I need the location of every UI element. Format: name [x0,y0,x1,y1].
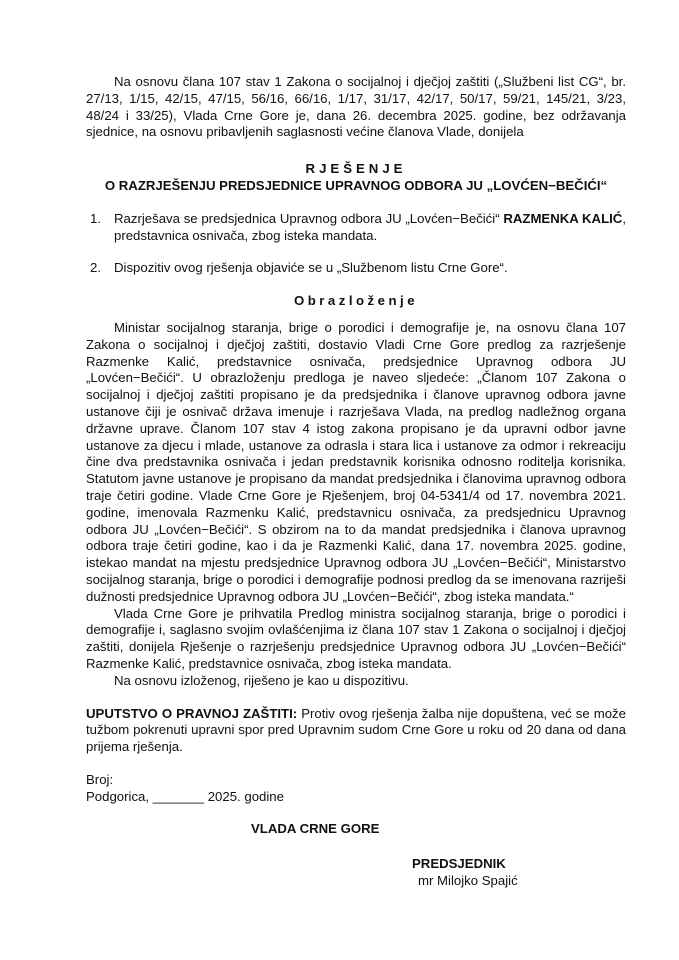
item-text-before: Razrješava se predsjednica Upravnog odbora JU „Lovćen−Bečići“ [114,210,504,226]
signatory-name: mr Milojko Spajić [418,873,518,889]
legal-remedy-label: UPUTSTVO O PRAVNOJ ZAŠTITI: [86,705,298,721]
item-name-bold: RAZMENKA KALIĆ [503,210,623,226]
document-subtitle: O RAZRJEŠENJU PREDSJEDNICE UPRAVNOG ODBORA JU „LOVĆEN−BEČIĆI“ [104,177,608,193]
explanation-paragraph: Ministar socijalnog staranja, brige o porodici i demografije je, na osnovu člana 107 Zakona o socijalnoj i dječjoj zaštiti, dostavio Vladi Crne Gore predlog za razrješenje Razmenke Kalić, predstavnice osnivača, predsjednice Upravnog odbora JU „Lovćen−Bečići“. U obrazloženju predloga je naveo sljedeće: „Članom 107 Zakona o socijalnoj i dječjoj zaštiti propisano je da predsjednika i članove upravnog odbora javne ustanove čiji je osnivač država imenuje i razrješava Vlada, na predlog nadležnog organa državne uprave. Članom 107 stav 4 istog zakona propisano je da upravni odbor javne ustanove za djecu i mlade, ustanove za odrasla i stara lica i ustanove za odmor i rekreaciju čine dva predstavnika osnivača i jedan predstavnik korisnika odnosno roditelja korisnika. Statutom javne ustanove je propisano da mandat predsjednika i članovima upravnog odbora traje četiri godine. Vlade Crne Gore je Rješenjem, broj 04-5341/4 od 17. novembra 2021. godine, imenovala Razmenku Kalić, predstavnicu osnivača, za predsjednicu Upravnog odbora JU „Lovćen−Bečići“. S obzirom na to da mandat predsjednika i članova upravnog odbora traje četiri godine, kao i da je Razmenki Kalić, dana 17. novembra 2025. godine, istekao mandat na mjestu predsjednice Upravnog odbora JU „Lovćen−Bečići“, Ministarstvo socijalnog staranja, brige o porodici i demografije podnosi predlog da se imenovana razriješi dužnosti predsjednice Upravnog odbora JU „Lovćen−Bečići“, zbog isteka mandata.“ [86,319,626,604]
broj-label: Broj: [86,771,114,787]
item-number: 1. [90,210,101,226]
reference-block [86,772,626,806]
explanation-paragraph: Na osnovu izloženog, riješeno je kao u dispozitivu. [114,672,409,688]
document-page [86,74,626,890]
item-text: Dispozitiv ovog rješenja objaviće se u „Službenom listu Crne Gore“. [114,260,508,276]
item-number: 2. [90,260,101,276]
signatory-title: PREDSJEDNIK [412,856,506,872]
item-text-after: , predstavnica osnivača, zbog isteka mandata. [114,210,627,243]
item-text [114,211,626,245]
list-item [86,260,626,277]
dispositive-list [86,211,626,277]
legal-remedy-paragraph [86,706,626,756]
issuer: VLADA CRNE GORE [251,821,380,837]
explanation-paragraph: Vlada Crne Gore je prihvatila Predlog ministra socijalnog staranja, brige o porodici i demografije i, saglasno svojim ovlašćenjima iz člana 107 stav 1 Zakona o socijalnoj i dječjoj zaštiti, donijela Rješenje o razrješenju predsjednice Upravnog odbora JU „Lovćen−Bečići“ Razmenke Kalić, predstavnice osnivača, zbog isteka mandata. [86,605,626,671]
place-date: Podgorica, _______ 2025. godine [86,788,284,804]
document-title: RJEŠENJE [305,161,407,177]
explanation-heading: Obrazloženje [293,293,419,309]
intro-paragraph: Na osnovu člana 107 stav 1 Zakona o socijalnoj i dječjoj zaštiti („Službeni list CG“, br. 27/13, 1/15, 42/15, 47/15, 56/16, 66/16, 1/17, 31/17, 42/17, 50/17, 59/21, 145/21, 3/23, 48/24 i 33/25), Vlada Crne Gore je, dana 26. decembra 2025. godine, bez održavanja sjednice, na osnovu pribavljenih saglasnosti većine članova Vlade, donijela [86,74,626,140]
legal-remedy-text: Protiv ovog rješenja žalba nije dopuštena, već se može tužbom pokrenuti upravni spor pred Upravnim sudom Crne Gore u roku od 20 dana od dana prijema rješenja. [86,705,626,755]
list-item [86,211,626,245]
signature-block [86,856,626,890]
